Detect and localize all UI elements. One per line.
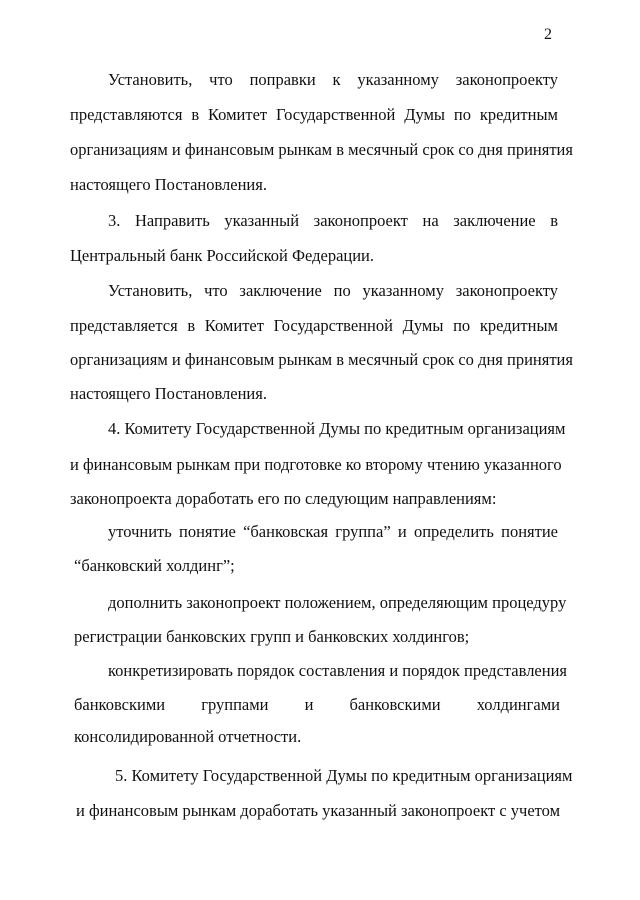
text-line: 3. Направить указанный законопроект на заключение в (108, 211, 558, 230)
text-line: банковскими группами и банковскими холдингами (74, 695, 560, 714)
text-line: Центральный банк Российской Федерации. (70, 246, 375, 265)
text-line: и финансовым рынкам доработать указанный законопроект с учетом (76, 801, 561, 820)
text-line: 5. Комитету Государственной Думы по кредитным организациям (115, 766, 573, 785)
text-line: конкретизировать порядок составления и порядок представления (108, 661, 568, 680)
text-line: дополнить законопроект положением, определяющим процедуру (108, 593, 567, 612)
text-line: 4. Комитету Государственной Думы по кредитным организациям (108, 419, 566, 438)
text-line: организациям и финансовым рынкам в месячный срок со дня принятия (70, 350, 573, 369)
page-number: 2 (544, 26, 552, 43)
text-line: “банковский холдинг”; (74, 556, 235, 575)
text-line: регистрации банковских групп и банковских холдингов; (74, 627, 470, 646)
text-line: уточнить понятие “банковская группа” и определить понятие (108, 522, 558, 541)
text-line: представляются в Комитет Государственной Думы по кредитным (70, 105, 558, 124)
text-line: и финансовым рынкам при подготовке ко второму чтению указанного (70, 455, 562, 474)
text-line: законопроекта доработать его по следующим направлениям: (70, 489, 497, 508)
text-line: Установить, что поправки к указанному законопроекту (108, 70, 558, 89)
text-line: настоящего Постановления. (70, 384, 267, 403)
text-line: Установить, что заключение по указанному законопроекту (108, 281, 558, 300)
text-line: организациям и финансовым рынкам в месячный срок со дня принятия (70, 140, 573, 159)
text-line: настоящего Постановления. (70, 175, 267, 194)
text-line: консолидированной отчетности. (74, 727, 302, 746)
text-line: представляется в Комитет Государственной Думы по кредитным (70, 316, 558, 335)
